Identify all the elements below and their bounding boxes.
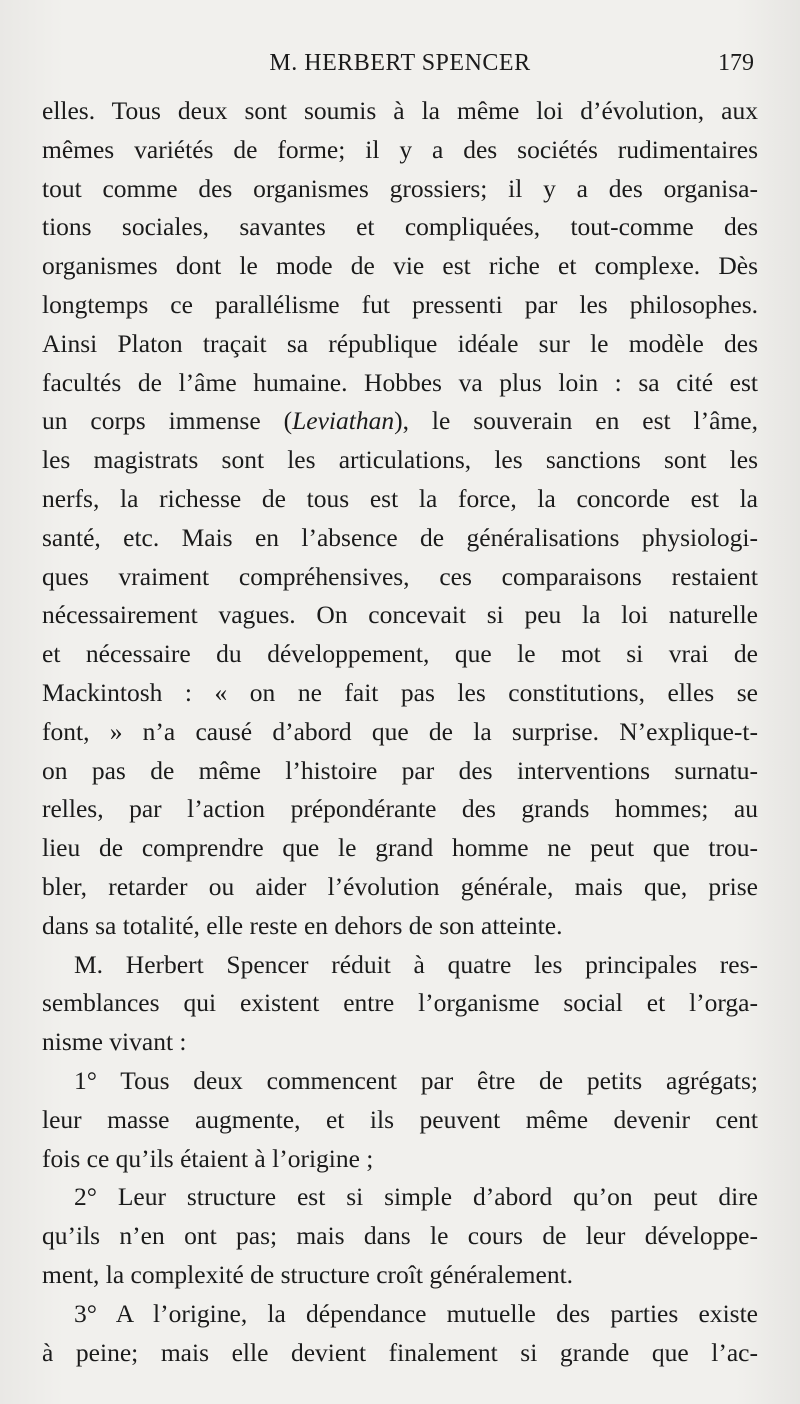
text-line: mêmes variétés de forme; il y a des sociétés rudimentaires (42, 134, 758, 164)
text-line: et nécessaire du développement, que le mot si vrai de (42, 639, 758, 669)
running-head: M. HERBERT SPENCER (269, 50, 531, 76)
text-line: ques vraiment compréhensives, ces comparaisons restaient (42, 561, 758, 591)
text-line: leur masse augmente, et ils peuvent même devenir cent (42, 1104, 758, 1134)
text-line: relles, par l’action prépondérante des grands hommes; au (42, 794, 758, 824)
text-line: tions sociales, savantes et compliquées, tout-comme des (42, 212, 758, 242)
text-line: santé, etc. Mais en l’absence de généralisations physiologi- (42, 522, 758, 552)
text-line: on pas de même l’histoire par des interventions surnatu- (42, 755, 758, 785)
text-line: 1° Tous deux commencent par être de petits agrégats; (74, 1065, 758, 1095)
text-line: 3° A l’origine, la dépendance mutuelle des parties existe (74, 1298, 758, 1328)
text-line: font, » n’a causé d’abord que de la surprise. N’explique-t- (42, 716, 758, 746)
text-line: nisme vivant : (42, 1027, 187, 1057)
text-line: à peine; mais elle devient finalement si grande que l’ac- (42, 1337, 758, 1367)
text-line: ment, la complexité de structure croît généralement. (42, 1259, 574, 1289)
italic-title: Leviathan (292, 406, 395, 436)
text-line: nerfs, la richesse de tous est la force, la concorde est la (42, 483, 758, 513)
text-line: nécessairement vagues. On concevait si peu la loi naturelle (42, 600, 758, 630)
text-line: tout comme des organismes grossiers; il y a des organisa- (42, 173, 758, 203)
text-line: M. Herbert Spencer réduit à quatre les principales res- (74, 949, 758, 979)
text-line: longtemps ce parallélisme fut pressenti par les philosophes. (42, 289, 758, 319)
text-line: Mackintosh : « on ne fait pas les constitutions, elles se (42, 677, 758, 707)
text-line: semblances qui existent entre l’organisme social et l’orga- (42, 988, 758, 1018)
text-line: fois ce qu’ils étaient à l’origine ; (42, 1143, 374, 1173)
text-line: facultés de l’âme humaine. Hobbes va plus loin : sa cité est (42, 367, 758, 397)
text-line: dans sa totalité, elle reste en dehors de son atteinte. (42, 910, 563, 940)
text-line: les magistrats sont les articulations, les sanctions sont les (42, 445, 758, 475)
text-line: bler, retarder ou aider l’évolution générale, mais que, prise (42, 871, 758, 901)
text-line: elles. Tous deux sont soumis à la même loi d’évolution, aux (42, 96, 758, 125)
text-line: organismes dont le mode de vie est riche et complexe. Dès (42, 251, 758, 281)
page-number: 179 (718, 50, 754, 76)
page-header (40, 48, 760, 82)
text-line: un corps immense (Leviathan), le souverain en est l’âme, (42, 406, 758, 436)
body-text (42, 92, 758, 1372)
text-line: lieu de comprendre que le grand homme ne peut que trou- (42, 833, 758, 863)
text-line: 2° Leur structure est si simple d’abord qu’on peut dire (74, 1182, 758, 1212)
text-line: qu’ils n’en ont pas; mais dans le cours de leur développe- (42, 1221, 758, 1251)
text-line: Ainsi Platon traçait sa république idéale sur le modèle des (42, 328, 758, 358)
